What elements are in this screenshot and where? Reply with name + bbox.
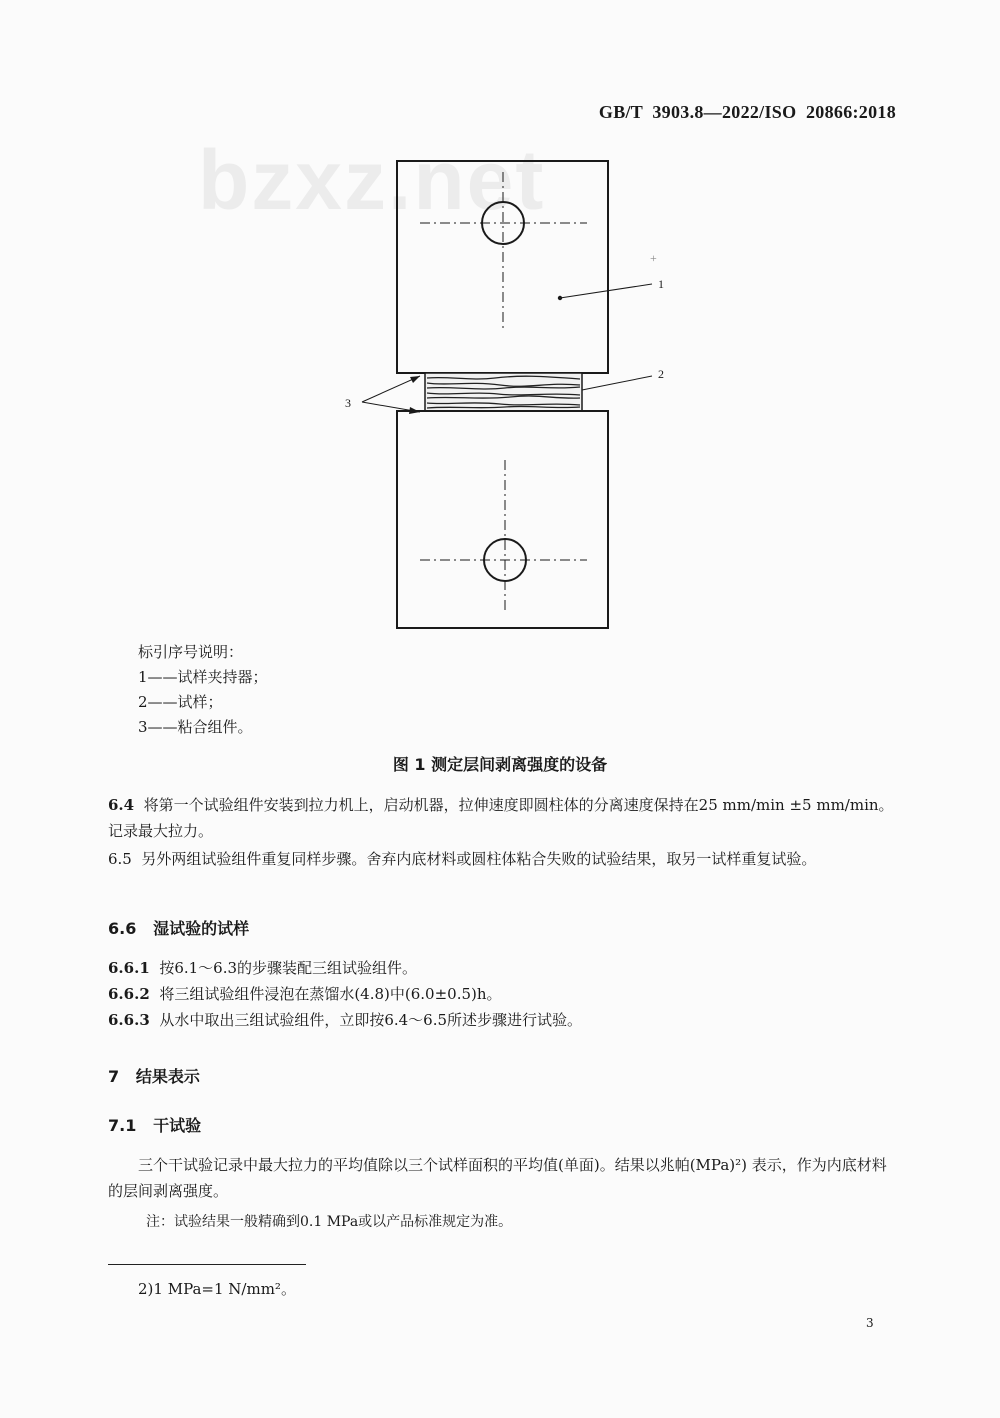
figure-peel-strength-apparatus [0,0,1000,640]
heading-title: 干试验 [153,1116,202,1135]
heading-7 [108,1064,200,1087]
callout-2: 2 [658,367,664,381]
clause-6-6-1 [108,955,898,981]
heading-title: 湿试验的试样 [153,919,250,938]
footnote-divider [108,1264,306,1265]
note: 注：试验结果一般精确到0.1 MPa或以产品标准规定为准。 [146,1214,513,1230]
heading-number: 6.6 [108,919,137,938]
clause-text: 另外两组试验组件重复同样步骤。舍弃内底材料或圆柱体粘合失败的试验结果，取另一试样重复试验。 [141,850,817,868]
legend-item: 1——试样夹持器； [138,668,268,686]
legend-item: 3——粘合组件。 [138,718,253,736]
clause-number: 6.6.2 [108,985,150,1003]
heading-number: 7 [108,1067,120,1086]
clause-number: 6.5 [108,850,132,868]
clause-text: 将三组试验组件浸泡在蒸馏水(4.8)中(6.0±0.5)h。 [159,985,502,1003]
specimen [425,373,582,411]
clause-number: 6.6.3 [108,1011,150,1029]
clause-6-5 [108,846,898,872]
clause-text: 从水中取出三组试验组件，立即按6.4～6.5所述步骤进行试验。 [159,1011,583,1029]
clause-6-4 [108,792,898,844]
clause-text: 将第一个试验组件安装到拉力机上，启动机器，拉伸速度即圆柱体的分离速度保持在25 mm/min ±5 mm/min。记录最大拉力。 [108,796,894,840]
clause-text: 按6.1～6.3的步骤装配三组试验组件。 [159,959,418,977]
page-number: 3 [866,1316,874,1330]
clause-6-6-3 [108,1007,898,1033]
legend-item: 2——试样； [138,693,223,711]
stray-mark: + [650,251,657,265]
figure-caption: 图 1 测定层间剥离强度的设备 [392,755,608,774]
footnote: 2)1 MPa=1 N/mm²。 [138,1280,296,1298]
clause-number: 6.4 [108,796,135,814]
callout-3: 3 [345,396,351,410]
heading-title: 结果表示 [135,1067,200,1086]
standard-number-header: GB/T 3903.8—2022/ISO 20866:2018 [598,102,896,122]
upper-clamp [397,161,608,373]
figure-legend [138,640,268,740]
lower-clamp [397,411,608,628]
legend-title: 标引序号说明： [138,643,244,661]
clause-6-6-2 [108,981,898,1007]
clause-number: 6.6.1 [108,959,150,977]
heading-number: 7.1 [108,1116,137,1135]
clause-7-1-body: 三个干试验记录中最大拉力的平均值除以三个试样面积的平均值(单面)。结果以兆帕(MPa)²) 表示，作为内底材料的层间剥离强度。 [108,1156,887,1200]
heading-7-1 [108,1113,201,1136]
heading-6-6 [108,916,249,939]
watermark: bzxz.net [198,133,546,227]
callout-1: 1 [658,277,664,291]
